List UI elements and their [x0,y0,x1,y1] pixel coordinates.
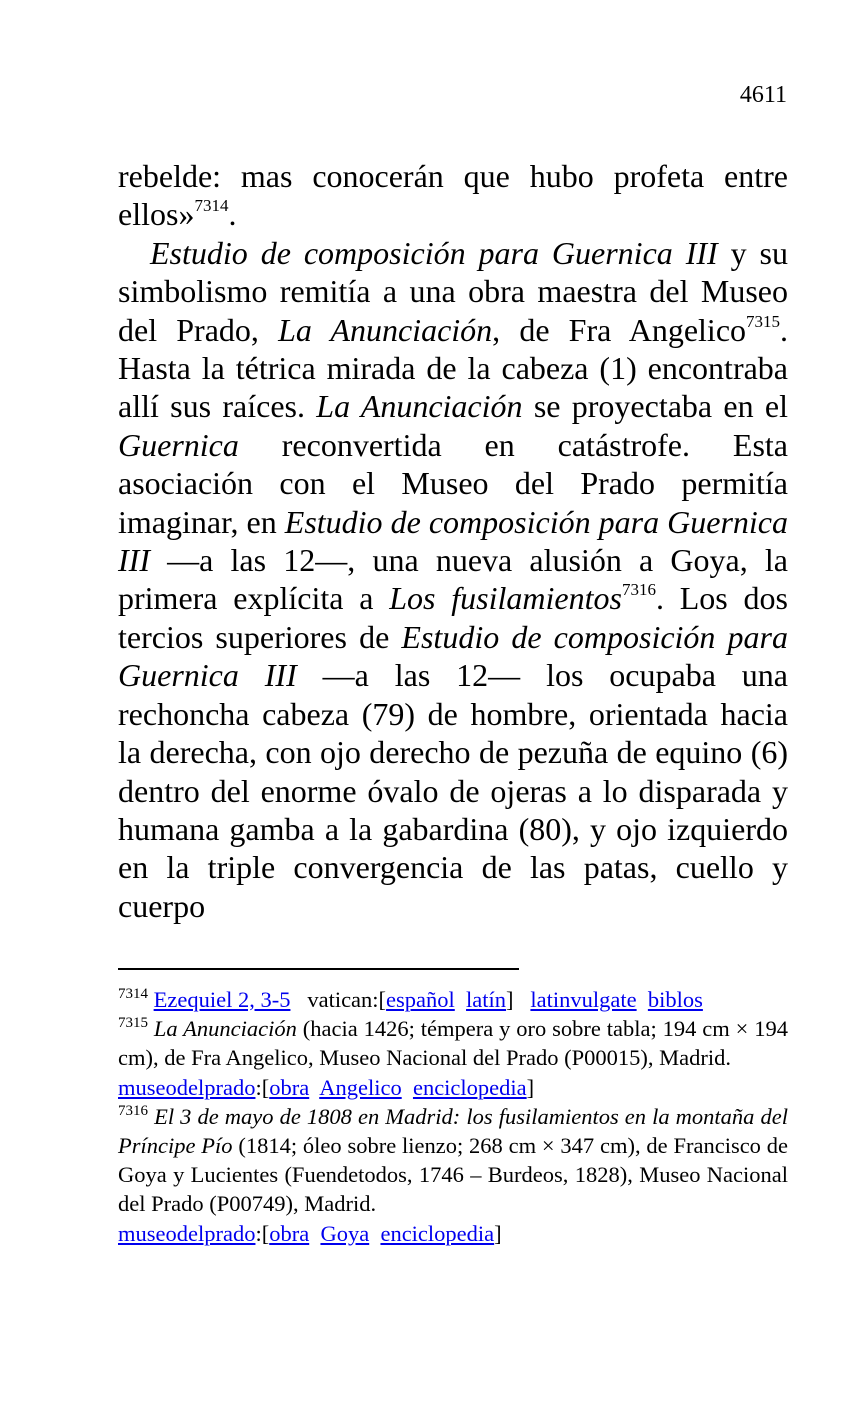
text: . Los dos tercios superiores de [118,580,789,655]
body-text [118,157,788,925]
artwork-title: Estudio de composición para Guernica III [118,503,789,579]
text: —a las 12—, una nueva alusión a Goya, la primera explícita a [118,542,788,617]
text: vatican:[ [307,987,387,1012]
artwork-title: La Anunciación [316,388,523,425]
footnote-7316-links [118,1219,788,1248]
artwork-title: Estudio de composición para Guernica III [150,234,718,271]
artwork-title: El 3 de mayo de 1808 en Madrid: los fusilamientos en la montaña del Príncipe Pío [118,1103,788,1159]
page-number: 4611 [739,82,787,108]
artist-link[interactable]: Goya [320,1220,370,1246]
paragraph-1 [118,157,788,234]
vatican-spanish-link[interactable]: español [386,987,455,1012]
enciclopedia-link[interactable]: enciclopedia [380,1220,495,1246]
text: reconvertida en catástrofe. Esta asociación con el Museo del Prado permitía imaginar, en [118,426,788,540]
artwork-title: La Anunciación [153,1016,297,1042]
artwork-title: Guernica [118,426,239,463]
text: :[ [255,1220,270,1246]
vatican-latin-link[interactable]: latín [466,987,507,1012]
artwork-title: Estudio de composición para Guernica III [118,618,789,694]
text: , de Fra Angelico [492,311,747,348]
footnote-number: 7315 [118,1015,148,1032]
obra-link[interactable]: obra [269,1074,310,1100]
footnote-number: 7314 [118,986,148,1002]
paragraph-2 [118,234,788,925]
text: :[ [255,1074,270,1100]
footnote-7314 [118,985,788,1014]
artist-link[interactable]: Angelico [319,1074,402,1100]
text: ] [506,987,514,1012]
footnote-7315 [118,1014,788,1072]
text: (1814; óleo sobre lienzo; 268 cm × 347 cm), de Francisco de Goya y Lucientes (Fuendetodos, 1746 – Burdeos, 1828), Museo Nacional del Prado (P00749), Madrid. [118,1133,788,1217]
text: ] [494,1220,502,1246]
scripture-link[interactable]: Ezequiel 2, 3-5 [153,987,291,1012]
text: ] [526,1074,535,1100]
footnote-7316 [118,1102,788,1219]
text: . Hasta la tétrica mirada de la cabeza (1) encontraba allí sus raíces. [118,311,789,425]
biblos-link[interactable]: biblos [647,987,703,1012]
artwork-title: La Anunciación [278,311,493,348]
text: (hacia 1426; témpera y oro sobre tabla; 194 cm × 194 cm), de Fra Angelico, Museo Nacional del Prado (P00015), Madrid. [118,1016,789,1071]
artwork-title: Los fusilamientos [389,580,622,617]
museodelprado-link[interactable]: museodelprado [118,1074,256,1100]
text: y su simbolismo remitía a una obra maestra del Museo del Prado, [118,234,789,348]
footnote-number: 7316 [118,1102,148,1119]
text: se proyectaba en el [522,388,789,425]
footnote-divider [118,968,519,970]
footnote-ref-7315: 7315 [746,311,781,331]
latinvulgate-link[interactable]: latinvulgate [530,987,637,1012]
footnotes [118,985,788,1248]
footnote-ref-7316: 7316 [621,580,656,600]
text: —a las 12— los ocupaba una rechoncha cabeza (79) de hombre, orientada hacia la derecha, con ojo derecho de pezuña de equino (6) dentro del enorme óvalo de ojeras a lo disparada y humana gamba a la gabardina (80), y ojo izquierdo en la triple convergencia de las patas, cuello y cuerpo [118,657,789,924]
obra-link[interactable]: obra [269,1220,310,1246]
footnote-ref-7314: 7314 [194,196,229,216]
text: . [228,196,237,233]
text: rebelde: mas conocerán que hubo profeta entre ellos» [118,158,788,233]
enciclopedia-link[interactable]: enciclopedia [412,1074,527,1100]
museodelprado-link[interactable]: museodelprado [118,1220,256,1246]
footnote-7315-links [118,1073,788,1102]
